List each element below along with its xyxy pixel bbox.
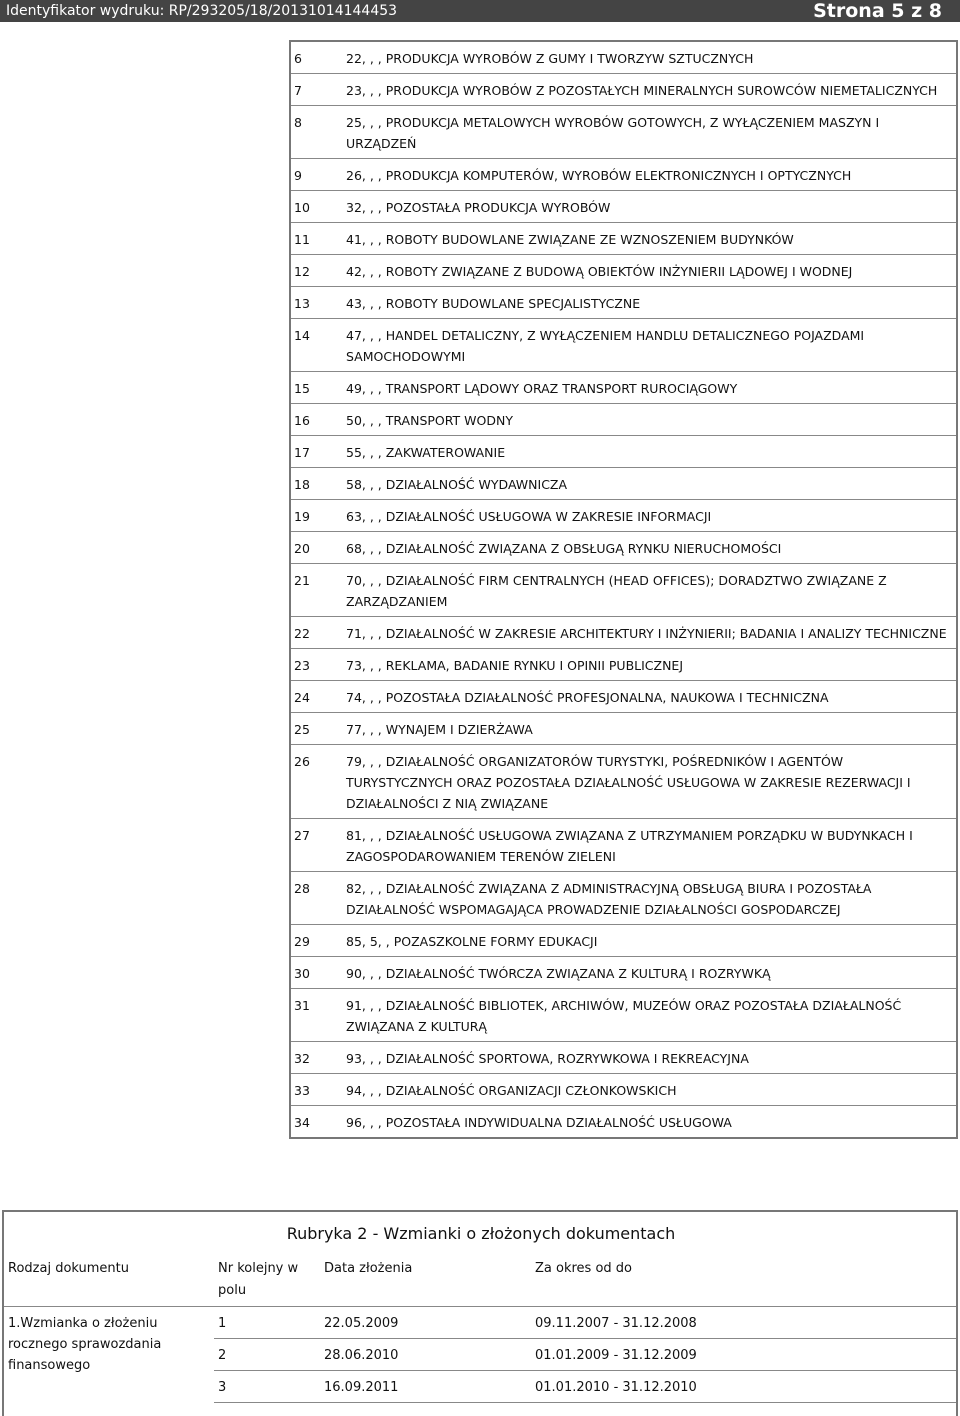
submission-date-cell: 22.05.2009 <box>320 1307 531 1339</box>
row-number-cell: 17 <box>290 436 338 468</box>
row-number-cell: 26 <box>290 745 338 819</box>
activity-description-cell: 26, , , PRODUKCJA KOMPUTERÓW, WYROBÓW ELEKTRONICZNYCH I OPTYCZNYCH <box>338 159 957 191</box>
activity-description-cell: 55, , , ZAKWATEROWANIE <box>338 436 957 468</box>
row-number-cell: 30 <box>290 957 338 989</box>
activity-description-cell: 82, , , DZIAŁALNOŚĆ ZWIĄZANA Z ADMINISTRACYJNĄ OBSŁUGĄ BIURA I POZOSTAŁA DZIAŁALNOŚĆ WSPOMAGAJĄCA PROWADZENIE DZIAŁALNOŚCI GOSPODARCZEJ <box>338 872 957 925</box>
activity-description-cell: 50, , , TRANSPORT WODNY <box>338 404 957 436</box>
activity-description-cell: 47, , , HANDEL DETALICZNY, Z WYŁĄCZENIEM HANDLU DETALICZNEGO POJAZDAMI SAMOCHODOWYMI <box>338 319 957 372</box>
activity-description-cell: 49, , , TRANSPORT LĄDOWY ORAZ TRANSPORT RUROCIĄGOWY <box>338 372 957 404</box>
table-row <box>290 287 957 319</box>
activity-description-cell: 43, , , ROBOTY BUDOWLANE SPECJALISTYCZNE <box>338 287 957 319</box>
documents-section <box>2 1210 958 1416</box>
row-number-cell: 22 <box>290 617 338 649</box>
row-number-cell: 9 <box>290 159 338 191</box>
table-row <box>290 564 957 617</box>
sequence-number-cell: 2 <box>214 1339 320 1371</box>
table-row <box>290 1042 957 1074</box>
row-number-cell: 24 <box>290 681 338 713</box>
activity-description-cell: 73, , , REKLAMA, BADANIE RYNKU I OPINII PUBLICZNEJ <box>338 649 957 681</box>
activity-description-cell: 85, 5, , POZASZKOLNE FORMY EDUKACJI <box>338 925 957 957</box>
table-row <box>290 191 957 223</box>
table-row <box>290 468 957 500</box>
table-row <box>290 106 957 159</box>
row-number-cell: 28 <box>290 872 338 925</box>
activity-description-cell: 23, , , PRODUKCJA WYROBÓW Z POZOSTAŁYCH MINERALNYCH SUROWCÓW NIEMETALICZNYCH <box>338 74 957 106</box>
submission-date-cell: 16.09.2011 <box>320 1371 531 1403</box>
table-row <box>290 989 957 1042</box>
print-identifier: Identyfikator wydruku: RP/293205/18/20131014144453 <box>6 3 398 19</box>
table-row <box>290 819 957 872</box>
section-title: Rubryka 2 - Wzmianki o złożonych dokumentach <box>286 1224 676 1243</box>
row-number-cell: 27 <box>290 819 338 872</box>
activity-description-cell: 71, , , DZIAŁALNOŚĆ W ZAKRESIE ARCHITEKTURY I INŻYNIERII; BADANIA I ANALIZY TECHNICZNE <box>338 617 957 649</box>
column-header-submission-date: Data złożenia <box>320 1250 531 1307</box>
table-row <box>290 532 957 564</box>
row-number-cell: 34 <box>290 1106 338 1139</box>
row-number-cell: 29 <box>290 925 338 957</box>
activity-description-cell: 68, , , DZIAŁALNOŚĆ ZWIĄZANA Z OBSŁUGĄ RYNKU NIERUCHOMOŚCI <box>338 532 957 564</box>
row-number-cell: 16 <box>290 404 338 436</box>
table-row <box>290 74 957 106</box>
row-number-cell: 20 <box>290 532 338 564</box>
table-row <box>290 649 957 681</box>
table-row <box>290 159 957 191</box>
table-row <box>290 872 957 925</box>
activity-description-cell: 79, , , DZIAŁALNOŚĆ ORGANIZATORÓW TURYSTYKI, POŚREDNIKÓW I AGENTÓW TURYSTYCZNYCH ORAZ POZOSTAŁA DZIAŁALNOŚĆ USŁUGOWA W ZAKRESIE REZERWACJI I DZIAŁALNOŚCI Z NIĄ ZWIĄZANE <box>338 745 957 819</box>
table-row <box>290 1074 957 1106</box>
row-number-cell: 6 <box>290 41 338 74</box>
row-number-cell: 14 <box>290 319 338 372</box>
document-type-cell: 1.Wzmianka o złożeniu rocznego sprawozdania finansowego <box>8 1316 162 1373</box>
row-number-cell: 7 <box>290 74 338 106</box>
table-row <box>290 713 957 745</box>
table-row <box>290 223 957 255</box>
activity-description-cell: 91, , , DZIAŁALNOŚĆ BIBLIOTEK, ARCHIWÓW, MUZEÓW ORAZ POZOSTAŁA DZIAŁALNOŚĆ ZWIĄZANA Z KULTURĄ <box>338 989 957 1042</box>
documents-table <box>4 1250 956 1403</box>
pkd-activity-table <box>289 40 958 1139</box>
period-cell: 01.01.2009 - 31.12.2009 <box>531 1339 956 1371</box>
activity-description-cell: 74, , , POZOSTAŁA DZIAŁALNOŚĆ PROFESJONALNA, NAUKOWA I TECHNICZNA <box>338 681 957 713</box>
activity-description-cell: 25, , , PRODUKCJA METALOWYCH WYROBÓW GOTOWYCH, Z WYŁĄCZENIEM MASZYN I URZĄDZEŃ <box>338 106 957 159</box>
table-row <box>290 681 957 713</box>
row-number-cell: 18 <box>290 468 338 500</box>
activity-description-cell: 77, , , WYNAJEM I DZIERŻAWA <box>338 713 957 745</box>
column-header-document-type: Rodzaj dokumentu <box>4 1250 214 1307</box>
table-row <box>290 436 957 468</box>
row-number-cell: 33 <box>290 1074 338 1106</box>
column-header-period: Za okres od do <box>531 1250 956 1307</box>
table-row <box>290 925 957 957</box>
page-indicator: Strona 5 z 8 <box>813 0 942 22</box>
activity-description-cell: 81, , , DZIAŁALNOŚĆ USŁUGOWA ZWIĄZANA Z UTRZYMANIEM PORZĄDKU W BUDYNKACH I ZAGOSPODAROWANIEM TERENÓW ZIELENI <box>338 819 957 872</box>
activity-description-cell: 70, , , DZIAŁALNOŚĆ FIRM CENTRALNYCH (HEAD OFFICES); DORADZTWO ZWIĄZANE Z ZARZĄDZANIEM <box>338 564 957 617</box>
activity-description-cell: 58, , , DZIAŁALNOŚĆ WYDAWNICZA <box>338 468 957 500</box>
table-row <box>290 617 957 649</box>
table-row <box>4 1307 956 1339</box>
row-number-cell: 11 <box>290 223 338 255</box>
activity-description-cell: 93, , , DZIAŁALNOŚĆ SPORTOWA, ROZRYWKOWA I REKREACYJNA <box>338 1042 957 1074</box>
row-number-cell: 8 <box>290 106 338 159</box>
print-header <box>0 0 960 22</box>
column-header-sequence-number: Nr kolejny w polu <box>214 1250 320 1307</box>
table-row <box>290 372 957 404</box>
period-cell: 01.01.2010 - 31.12.2010 <box>531 1371 956 1403</box>
row-number-cell: 32 <box>290 1042 338 1074</box>
table-row <box>290 957 957 989</box>
sequence-number-cell: 1 <box>214 1307 320 1339</box>
row-number-cell: 21 <box>290 564 338 617</box>
row-number-cell: 31 <box>290 989 338 1042</box>
table-row <box>290 745 957 819</box>
activity-description-cell: 96, , , POZOSTAŁA INDYWIDUALNA DZIAŁALNOŚĆ USŁUGOWA <box>338 1106 957 1139</box>
row-number-cell: 25 <box>290 713 338 745</box>
period-cell: 09.11.2007 - 31.12.2008 <box>531 1307 956 1339</box>
submission-date-cell: 28.06.2010 <box>320 1339 531 1371</box>
activity-description-cell: 32, , , POZOSTAŁA PRODUKCJA WYROBÓW <box>338 191 957 223</box>
activity-description-cell: 22, , , PRODUKCJA WYROBÓW Z GUMY I TWORZYW SZTUCZNYCH <box>338 41 957 74</box>
activity-description-cell: 42, , , ROBOTY ZWIĄZANE Z BUDOWĄ OBIEKTÓW INŻYNIERII LĄDOWEJ I WODNEJ <box>338 255 957 287</box>
sequence-number-cell: 3 <box>214 1371 320 1403</box>
row-number-cell: 13 <box>290 287 338 319</box>
documents-header-row <box>4 1250 956 1307</box>
activity-description-cell: 63, , , DZIAŁALNOŚĆ USŁUGOWA W ZAKRESIE INFORMACJI <box>338 500 957 532</box>
table-row <box>290 404 957 436</box>
table-row <box>290 319 957 372</box>
row-number-cell: 10 <box>290 191 338 223</box>
row-number-cell: 12 <box>290 255 338 287</box>
row-number-cell: 23 <box>290 649 338 681</box>
activity-description-cell: 41, , , ROBOTY BUDOWLANE ZWIĄZANE ZE WZNOSZENIEM BUDYNKÓW <box>338 223 957 255</box>
table-row <box>290 500 957 532</box>
activity-description-cell: 94, , , DZIAŁALNOŚĆ ORGANIZACJI CZŁONKOWSKICH <box>338 1074 957 1106</box>
table-row <box>290 1106 957 1139</box>
table-row <box>290 255 957 287</box>
row-number-cell: 19 <box>290 500 338 532</box>
row-number-cell: 15 <box>290 372 338 404</box>
table-row <box>290 41 957 74</box>
activity-description-cell: 90, , , DZIAŁALNOŚĆ TWÓRCZA ZWIĄZANA Z KULTURĄ I ROZRYWKĄ <box>338 957 957 989</box>
